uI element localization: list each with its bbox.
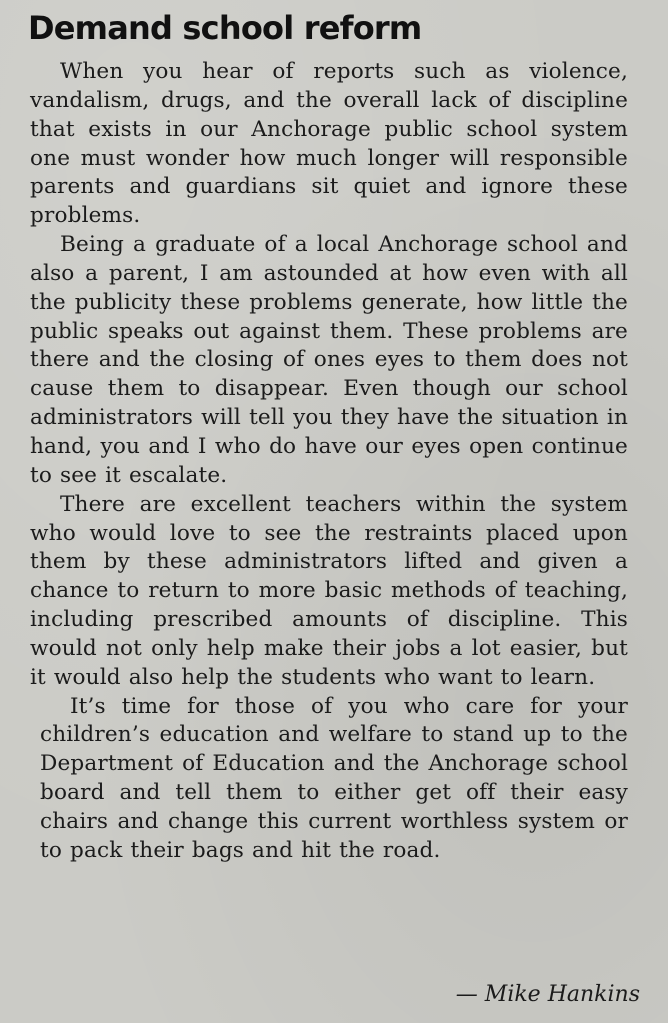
author-signature: — Mike Hankins — [455, 982, 640, 1007]
paragraph-2: Being a graduate of a local Anchorage school and also a parent, I am astounded at how even with all the publicity these problems generate, how little the public speaks out against them. These problems are there and the closing of ones eyes to them does not cause them to disappear. Even though our school administrators will tell you they have the situation in hand, you and I who do have our eyes open continue to see it escalate. — [30, 232, 628, 488]
paragraph-4: It’s time for those of you who care for your children’s education and welfare to stand up to the Department of Education and the Anchorage school board and tell them to either get off their easy chairs and change this current worthless system or to pack their bags and hit the road. — [40, 693, 628, 863]
paragraph-3: There are excellent teachers within the system who would love to see the restraints placed upon them by these administrators lifted and given a chance to return to more basic methods of teaching, including prescribed amounts of discipline. This would not only help make their jobs a lot easier, but it would also help the students who want to learn. — [30, 491, 628, 690]
headline: Demand school reform — [28, 9, 422, 47]
letter-body — [30, 58, 628, 866]
paragraph-1: When you hear of reports such as violence, vandalism, drugs, and the overall lack of discipline that exists in our Anchorage public school system one must wonder how much longer will responsible parents and guardians sit quiet and ignore these problems. — [30, 59, 628, 229]
